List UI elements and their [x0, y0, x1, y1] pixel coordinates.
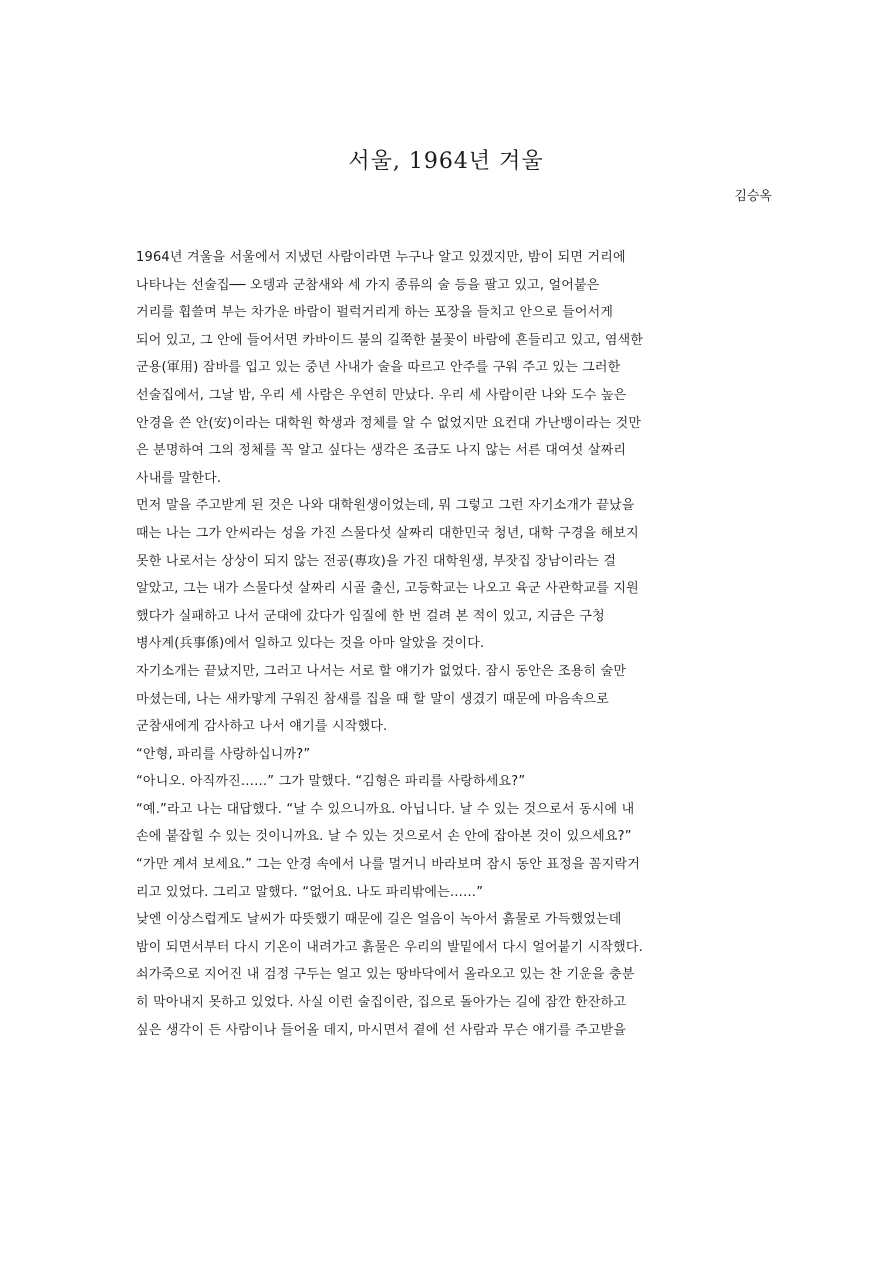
text-line: 히 막아내지 못하고 있었다. 사실 이런 술집이란, 집으로 돌아가는 길에 잠깐 한잔하고	[136, 995, 627, 1011]
text-line: 했다가 실패하고 나서 군대에 갔다가 임질에 한 번 걸려 본 적이 있고, 지금은 구청	[136, 608, 605, 624]
text-line: 자기소개는 끝났지만, 그러고 나서는 서로 할 얘기가 없었다. 잠시 동안은 조용히 술만	[136, 663, 627, 679]
text-line: 알았고, 그는 내가 스물다섯 살짜리 시골 출신, 고등학교는 나오고 육군 사관학교를 지원	[136, 581, 639, 597]
text-line: “안형, 파리를 사랑하십니까?”	[136, 746, 311, 762]
text-line: 안경을 쓴 안(安)이라는 대학원 학생과 정체를 알 수 없었지만 요컨대 가난뱅이라는 것만	[136, 415, 642, 431]
text-line: 밤이 되면서부터 다시 기온이 내려가고 흙물은 우리의 발밑에서 다시 얼어붙기 시작했다.	[136, 939, 643, 955]
text-line: 손에 붙잡힐 수 있는 것이니까요. 날 수 있는 것으로서 손 안에 잡아본 것이 있으세요?”	[136, 829, 632, 845]
author-name: 김승옥	[734, 189, 772, 204]
body-text	[136, 244, 764, 1044]
text-line: 쇠가죽으로 지어진 내 검정 구두는 얼고 있는 땅바닥에서 올라오고 있는 찬 기운을 충분	[136, 967, 635, 983]
text-line: 먼저 말을 주고받게 된 것은 나와 대학원생이었는데, 뭐 그렇고 그런 자기소개가 끝났을	[136, 498, 635, 514]
document-title: 서울, 1964년 겨울	[348, 149, 544, 174]
text-line: 병사계(兵事係)에서 일하고 있다는 것을 아마 알았을 것이다.	[136, 636, 485, 652]
text-line: 거리를 휩쓸며 부는 차가운 바람이 펄럭거리게 하는 포장을 들치고 안으로 들어서게	[136, 305, 614, 321]
text-line: “아니오. 아직까진……” 그가 말했다. “김형은 파리를 사랑하세요?”	[136, 774, 526, 790]
text-line: 되어 있고, 그 안에 들어서면 카바이드 불의 길쭉한 불꽃이 바람에 흔들리고 있고, 염색한	[136, 332, 644, 348]
text-line: 사내를 말한다.	[136, 470, 222, 486]
text-line: 못한 나로서는 상상이 되지 않는 전공(專攻)을 가진 대학원생, 부잣집 장남이라는 걸	[136, 553, 617, 569]
text-line: 1964년 겨울을 서울에서 지냈던 사람이라면 누구나 알고 있겠지만, 밤이 되면 거리에	[136, 250, 626, 265]
text-line: 은 분명하여 그의 정체를 꼭 알고 싶다는 생각은 조금도 나지 않는 서른 대여섯 살짜리	[136, 443, 627, 459]
text-line: 선술집에서, 그날 밤, 우리 세 사람은 우연히 만났다. 우리 세 사람이란 나와 도수 높은	[136, 387, 627, 403]
text-line: 마셨는데, 나는 새카맣게 구워진 참새를 집을 때 할 말이 생겼기 때문에 마음속으로	[136, 691, 610, 707]
text-line: “가만 계셔 보세요.” 그는 안경 속에서 나를 멀거니 바라보며 잠시 동안 표정을 꼼지락거	[136, 857, 640, 873]
text-line: 낮엔 이상스럽게도 날씨가 따뜻했기 때문에 길은 얼음이 녹아서 흙물로 가득했었는데	[136, 912, 622, 928]
text-line: 나타나는 선술집── 오뎅과 군참새와 세 가지 종류의 술 등을 팔고 있고, 얼어붙은	[136, 277, 600, 293]
text-line: 군용(軍用) 잠바를 입고 있는 중년 사내가 술을 따르고 안주를 구워 주고 있는 그러한	[136, 360, 621, 376]
text-line: “예.”라고 나는 대답했다. “날 수 있으니까요. 아닙니다. 날 수 있는 것으로서 동시에 내	[136, 801, 635, 817]
text-line: 때는 나는 그가 안씨라는 성을 가진 스물다섯 살짜리 대한민국 청년, 대학 구경을 해보지	[136, 525, 639, 541]
text-line: 군참새에게 감사하고 나서 얘기를 시작했다.	[136, 719, 388, 735]
text-line: 싶은 생각이 든 사람이나 들어올 데지, 마시면서 곁에 선 사람과 무슨 얘기를 주고받을	[136, 1022, 627, 1038]
text-line: 리고 있었다. 그리고 말했다. “없어요. 나도 파리밖에는……”	[136, 884, 484, 900]
